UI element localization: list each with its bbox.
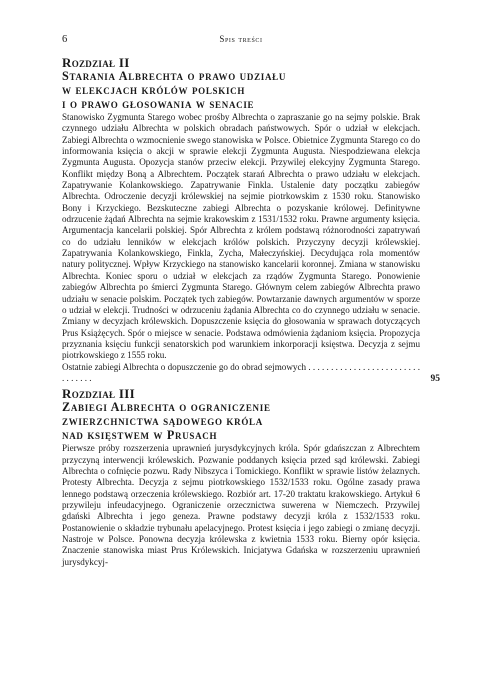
running-head [62, 34, 420, 48]
chapter-summary-tail: Ostatnie zabiegi Albrechta o dopuszczenie go do obrad sejmowych [62, 361, 307, 372]
dot-leader: . . . . . . . . . . . . . . . . . . . . . . . . . . . . . . . . [62, 361, 420, 383]
running-title: Spis treści [219, 34, 263, 44]
chapter-title [62, 400, 420, 442]
chapter-page-number: 95 [430, 374, 440, 385]
chapter-title-line: nad księstwem w Prusach [62, 428, 218, 443]
chapter-title-line: i o prawo głosowania w senacie [62, 97, 255, 111]
chapter-label: Rozdział II [62, 55, 130, 70]
chapter-title-line: w elekcjach królów polskich [62, 83, 246, 97]
chapter-title-line: Starania Albrechta o prawo udziału [62, 69, 287, 83]
chapter-summary: Pierwsze próby rozszerzenia uprawnień jurysdykcyjnych króla. Spór gdańszczan z Albrechtem przyczyną interwencji królewskich. Pozwanie poddanych księcia przed sąd królewski. Zabiegi Albrechta o cofnięcie pozwu. Rady Nibszyca i Tomickiego. Konflikt w sprawie listów żelaznych. Protesty Albrechta. Decyzja z sejmu piotrkowskiego 1532/1533 roku. Ogólne zasady prawa lennego podstawą orzeczenia królewskiego. Rozbiór art. 17-20 traktatu krakowskiego. Artykuł 6 przywileju infeudacyjnego. Ograniczenie orzecznictwa suwerena w Niemczech. Przywilej gdański Albrechta i jego geneza. Prawne podstawy decyzji króla z 1532/1533 roku. Postanowienie o składzie trybunału apelacyjnego. Protest księcia i jego zabiegi o zmianę decyzji. Nastroje w Polsce. Ponowna decyzja królewska z kwietnia 1533 roku. Bierny opór księcia. Znaczenie stanowiska miast Prus Królewskich. Inicjatywa Gdańska w rozszerzeniu uprawnień jurysdykcyj- [62, 443, 420, 567]
chapter-summary: Stanowisko Zygmunta Starego wobec prośby Albrechta o zapraszanie go na sejmy polskie. Brak czynnego udziału Albrechta w polskich obradach państwowych. Spór o udział w elekcjach. Zabiegi Albrechta o wzmocnienie swego stanowiska w Polsce. Obietnice Zygmunta Starego co do informowania księcia o akcji w sprawie elekcji Zygmunta Augusta. Niespodziewana elekcja Zygmunta Augusta. Opozycja stanów przeciw elekcji. Przywilej elekcyjny Zygmunta Starego. Konflikt między Boną a Albrechtem. Początek starań Albrechta o prawo udziału w elekcjach. Zapatrywanie Kolankowskiego. Zapatrywanie Finkla. Ustalenie daty początku zabiegów Albrechta. Odroczenie decyzji królewskiej na sejmie piotrkowskim z 1530 roku. Stanowisko Bony i Krzyckiego. Bezskuteczne zabiegi Albrechta o pozyskanie królowej. Definitywne odrzucenie żądań Albrechta na sejmie krakowskim z 1531/1532 roku. Prawne argumenty księcia. Argumentacja kancelarii polskiej. Spór Albrechta z królem podstawą różnorodności zapatrywań co do udziału lenników w elekcjach królów polskich. Przyczyny decyzji królewskiej. Zapatrywania Kolankowskiego, Finkla, Zycha, Małeczyńskiej. Decydująca rola momentów natury politycznej. Wpływ Krzyckiego na stanowisko kancelarii koronnej. Zmiana w stanowisku Albrechta. Koniec sporu o udział w elekcjach za rządów Zygmunta Starego. Ponowienie zabiegów Albrechta po śmierci Zygmunta Starego. Głównym celem zabiegów Albrechta prawo udziału w senacie polskim. Początek tych zabiegów. Powtarzanie dawnych argumentów w sporze o udział w elekcji. Trudności w odrzuceniu żądania Albrechta co do czynnego udziału w senacie. Zmiany w decyzjach królewskich. Dopuszczenie księcia do głosowania w sprawach dotyczących Prus Książęcych. Spór o miejsce w senacie. Podstawa odmówienia żądaniom księcia. Propozycja przyznania księciu funkcji senatorskich pod warunkiem inkorporacji księstwa. Decyzja z sejmu piotrkowskiego z 1555 roku. [62, 112, 420, 361]
page-number: 6 [62, 34, 68, 45]
chapter-entry-2 [62, 55, 440, 385]
chapter-summary-last-line [62, 362, 420, 385]
chapter-title-line: Zabiegi Albrechta o ograniczenie [62, 400, 271, 415]
chapter-title-line: zwierzchnictwa sądowego króla [62, 414, 263, 429]
chapter-title [62, 69, 420, 111]
table-of-contents [62, 55, 440, 568]
chapter-label: Rozdział III [62, 386, 135, 402]
chapter-entry-3 [62, 387, 420, 568]
